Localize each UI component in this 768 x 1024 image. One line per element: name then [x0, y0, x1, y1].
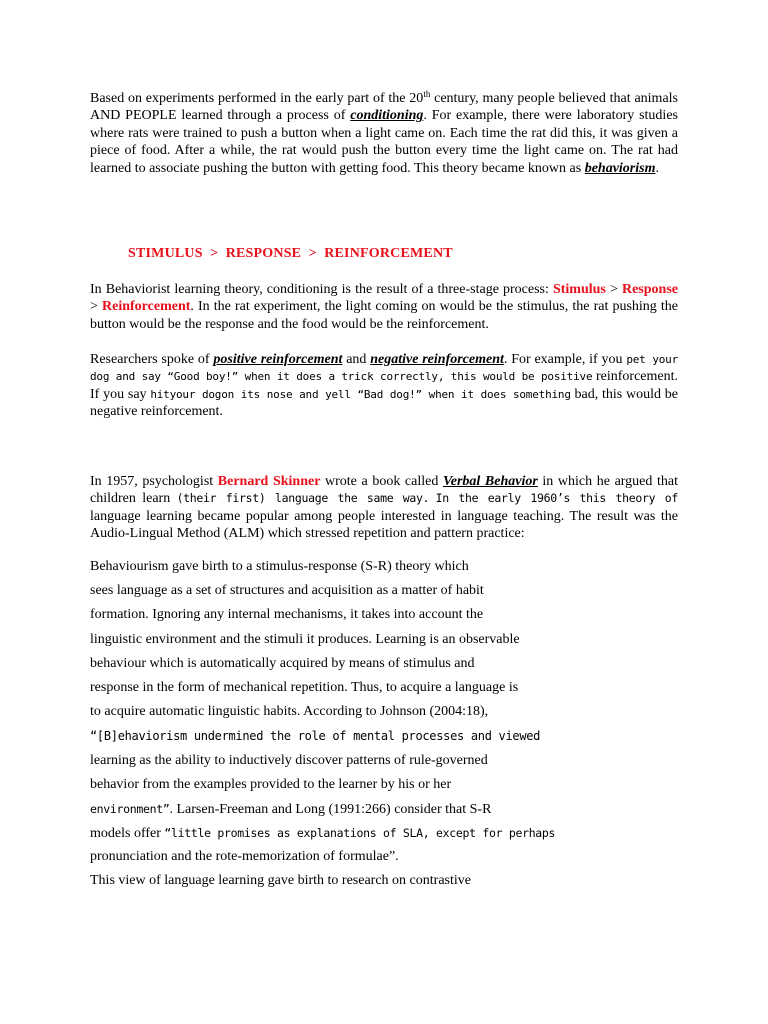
text-run-typewriter: pet your dog and say “Good boy!” when it does a trick correctly, this would be positive [90, 353, 679, 384]
term-conditioning: conditioning [350, 108, 424, 124]
text-run: Based on experiments performed in the early part of the 20 [90, 91, 424, 106]
text-line: “[B]ehaviorism undermined the role of mental processes and viewed [90, 729, 541, 744]
text-run: > [605, 282, 622, 297]
paragraph-reinforcement [90, 351, 678, 421]
text-run: and [342, 352, 371, 367]
paragraph-conditioning [90, 90, 678, 177]
paragraph-skinner [90, 473, 678, 543]
text-run-typewriter: environment” [90, 801, 170, 816]
text-line: pronunciation and the rote-memorization of formulae”. [90, 849, 399, 865]
text-run-typewriter: (their first) language the same way. [176, 491, 430, 506]
text-run: reinforcement. If you say [90, 369, 678, 402]
text-line [90, 799, 650, 823]
text-run: . For example, there were laboratory studies where rats were trained to push a button when a light came on. Each time the rat did this, it was given a piece of food. After a while, the rat would push the button every time the light came on. The rat had learned to associate pushing the button with getting food. This theory became known as [90, 108, 678, 176]
text-run: Researchers spoke of [90, 352, 214, 367]
text-run-typewriter: hityour dogon its nose and yell “Bad dog!” when it does something [150, 387, 571, 401]
text-run: wrote a book called [320, 474, 443, 489]
text-line: behaviour which is automatically acquired by means of stimulus and [90, 655, 475, 671]
book-title-verbal-behavior: Verbal Behavior [442, 474, 538, 489]
text-line: response in the form of mechanical repetition. Thus, to acquire a language is [90, 679, 519, 695]
text-run: . In the rat experiment, the light coming on would be the stimulus, the rat pushing the button would be the response and the food would be the reinforcement. [90, 299, 678, 332]
behaviourism-excerpt [90, 557, 650, 896]
text-run-typewriter: In the early 1960’s this theory of [435, 491, 678, 506]
text-line: Behaviourism gave birth to a stimulus-response (S-R) theory which [90, 559, 469, 574]
term-behaviorism: behaviorism [584, 160, 656, 176]
text-line: sees language as a set of structures and acquisition as a matter of habit [90, 583, 484, 599]
text-line: learning as the ability to inductively discover patterns of rule-governed [90, 752, 488, 768]
text-line: This view of language learning gave birth to research on contrastive [90, 873, 471, 889]
text-line: formation. Ignoring any internal mechanisms, it takes into account the [90, 607, 484, 623]
text-run: language learning became popular among people interested in language teaching. The result was the Audio-Lingual Method (ALM) which stressed repetition and pattern practice: [90, 508, 678, 542]
name-bernard-skinner: Bernard Skinner [217, 474, 321, 489]
text-line [90, 823, 650, 847]
superscript: th [423, 89, 431, 99]
text-line: to acquire automatic linguistic habits. According to Johnson (2004:18), [90, 704, 489, 720]
term-positive-reinforcement: positive reinforcement [213, 352, 343, 367]
text-run: In 1957, psychologist [90, 474, 218, 489]
stimulus-response-heading: STIMULUS > RESPONSE > REINFORCEMENT [128, 246, 453, 261]
paragraph-three-stage-process [90, 281, 678, 333]
term-response: Response [621, 282, 678, 297]
text-run: . For example, if you [503, 352, 627, 367]
text-run: In Behaviorist learning theory, conditioning is the result of a three-stage process: [90, 282, 553, 297]
term-reinforcement: Reinforcement [102, 299, 191, 315]
text-run: century, many people believed that animals AND PEOPLE learned through a process of [90, 91, 678, 124]
text-run-typewriter: “little promises as explanations of SLA, except for perhaps [164, 826, 556, 841]
term-stimulus: Stimulus [552, 282, 606, 297]
text-run: . [655, 160, 659, 176]
text-line: linguistic environment and the stimuli it produces. Learning is an observable [90, 631, 520, 647]
term-negative-reinforcement: negative reinforcement [370, 352, 504, 367]
text-run: models offer [90, 826, 165, 842]
text-run: > [90, 299, 103, 315]
text-run: bad, this would be negative reinforcement. [90, 386, 679, 420]
text-run: . Larsen-Freeman and Long (1991:266) consider that S-R [169, 801, 492, 817]
text-run: in which he argued that children learn [90, 474, 679, 507]
text-line: behavior from the examples provided to the learner by his or her [90, 776, 452, 792]
